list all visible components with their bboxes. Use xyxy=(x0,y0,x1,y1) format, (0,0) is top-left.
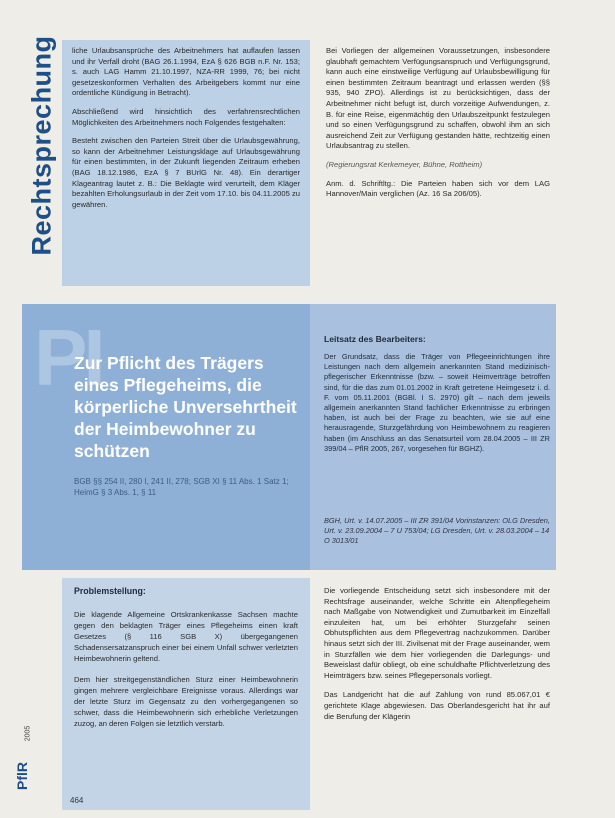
bottom-right-column xyxy=(318,578,556,739)
banner-background-letters: PI xyxy=(34,313,102,402)
journal-logo: PflR xyxy=(14,762,30,790)
paragraph: Die klagende Allgemeine Ortskrankenkasse Sachsen machte gegen den beklagten Träger eines Pflegeheims einen kraft Gesetzes (§ 116 SGB X) übergegangenen Schadensersatzanspruch einer bei einem Unfall schwer verletzten Heimbewohnerin geltend. xyxy=(74,610,298,663)
paragraph: Dem hier streitgegenständlichen Sturz einer Heimbewohnerin gingen mehrere vergleichbare Ereignisse voraus. Allerdings war der letzte Sturz im Gegensatz zu den vorhergegangenen so schwer, dass die Heimbewohnerin sich erhebliche Verletzungen zuzog, an deren Folgen sie letztlich verstarb. xyxy=(74,675,298,728)
paragraph: Die vorliegende Entscheidung setzt sich insbesondere mit der Rechtsfrage auseinander, welche Schritte ein Altenpflegeheim nach Maßgabe von Notwendigkeit und Zumutbarkeit im Einzelfall einzuleiten hat, um bei erhöhter Sturzgefahr seinen Obhutspflichten aus dem Pflegevertrag nachzukommen. Darüber hinaus setzt sich der III. Zivilsenat mit der Frage auseinander, wem in Sturzfällen wie dem hier vorliegenden die Darlegungs- und Beweislast dafür obliegt, ob eine schuldhafte Pflichtverletzung des Heimträgers bzw. seines Pflegepersonals vorliegt. xyxy=(324,586,550,680)
author-signature: (Regierungsrat Kerkemeyer, Bühne, Rottheim) xyxy=(326,159,483,169)
paragraph: Abschließend wird hinsichtlich des verfahrensrechtlichen Möglichkeiten des Arbeitnehmers noch Folgendes festgehalten: xyxy=(72,106,300,127)
leitsatz-text: Der Grundsatz, dass die Träger von Pflegeeinrichtungen ihre Leistungen nach dem allgemein anerkannten Stand medizinisch-pflegerischer Erkenntnisse (bzw. – soweit Heimverträge betroffen sind, für die das zum 01.01.2002 in Kraft getretene Heimgesetz i. d. F. vom 05.11.2001 (BGBl. I S. 2970) gilt – nach dem jeweils allgemein anerkannten Stand fachlicher Erkenntnisse zu erbringen haben, ist auch bei der Frage zu beachten, wie sie auf eine herausragende, Sturzgefährdung von Heimbewohnern zu reagieren haben (im Anschluss an das Senatsurteil vom 28.04.2005 – III ZR 399/04 – PflR 2005, 267, vorgesehen für BGHZ). xyxy=(324,352,550,453)
paragraph: liche Urlaubsansprüche des Arbeitnehmers hat auflaufen lassen und ihr Verfall droht (BAG 26.1.1994, EzA § 626 BGB n.F. Nr. 153; s. auch LAG Hamm 21.10.1997, NZA-RR 1999, 76; bei nicht gesetzeskonformen Verhalten des Arbeitgebers kommt nur eine ordentliche Kündigung in Betracht). xyxy=(72,46,300,98)
top-right-column xyxy=(318,40,556,200)
journal-mark xyxy=(14,724,48,794)
case-norms: BGB §§ 254 II, 280 I, 241 II, 278; SGB XI § 11 Abs. 1 Satz 1; HeimG § 3 Abs. 1, § 11 xyxy=(74,477,289,497)
journal-year: 2005 xyxy=(24,725,32,742)
banner-headline-panel xyxy=(22,304,310,570)
paragraph: Besteht zwischen den Parteien Streit über die Urlaubsgewährung, so kann der Arbeitnehmer Leistungsklage auf Urlaubsgewährung für einen bestimmten, in der Zukunft liegenden Zeitraum erheben (BAG 18.12.1986, EzA § 7 BUrlG Nr. 48). Ein derartiger Klageantrag lautet z. B.: Die Beklagte wird verurteilt, dem Kläger bezahlten Erholungsurlaub in der Zeit vom 17.10. bis 04.11.2005 zu gewähren. xyxy=(72,136,300,209)
section-spine xyxy=(22,30,64,260)
top-left-box xyxy=(62,40,310,286)
problem-title: Problemstellung: xyxy=(74,586,146,596)
page-number: 464 xyxy=(70,796,84,805)
editor-annotation: Anm. d. Schriftltg.: Die Parteien haben sich vor dem LAG Hannover/Main verglichen (Az. 16 Sa 206/05). xyxy=(326,178,550,199)
leitsatz-title: Leitsatz des Bearbeiters: xyxy=(324,334,426,344)
court-citation: BGH, Urt. v. 14.07.2005 – III ZR 391/04 Vorinstanzen: OLG Dresden, Urt. v. 23.09.2004 – 7 U 753/04; LG Dresden, Urt. v. 28.03.2004 – 14 O 3013/01 xyxy=(324,516,550,546)
section-label: Rechtsprechung xyxy=(26,35,57,256)
leitsatz-panel xyxy=(318,304,556,570)
paragraph: Das Landgericht hat die auf Zahlung von rund 85.067,01 € gerichtete Klage abgewiesen. Das Oberlandesgericht hat ihr auf die Berufung der Klägerin xyxy=(324,690,550,721)
case-headline: Zur Pflicht des Trägers eines Pflegeheims, die körperliche Unversehrtheit der Heimbewohner zu schützen xyxy=(74,353,297,461)
paragraph: Bei Vorliegen der allgemeinen Voraussetzungen, insbesondere glaubhaft gemachtem Verfügungsanspruch und Verfügungsgrund, kann auch eine einstweilige Verfügung auf Urlaubsbewilligung für einen bestimmten Zeitraum beantragt und erlassen werden (§§ 935, 940 ZPO). Allerdings ist zu berücksichtigen, dass der Arbeitnehmer nicht befugt ist, durch vorzeitige Aufwendungen, z. B. für eine Reise, eigenmächtig den Urlaubszeitpunkt festzulegen und so einen Verfügungsgrund zu schaffen, obwohl ihm an sich ausreichend Zeit zur Verfügung gestanden hätte, rechtzeitig einen Urlaubsantrag zu stellen. xyxy=(326,46,550,151)
problem-box xyxy=(62,578,310,810)
case-banner xyxy=(22,304,556,570)
